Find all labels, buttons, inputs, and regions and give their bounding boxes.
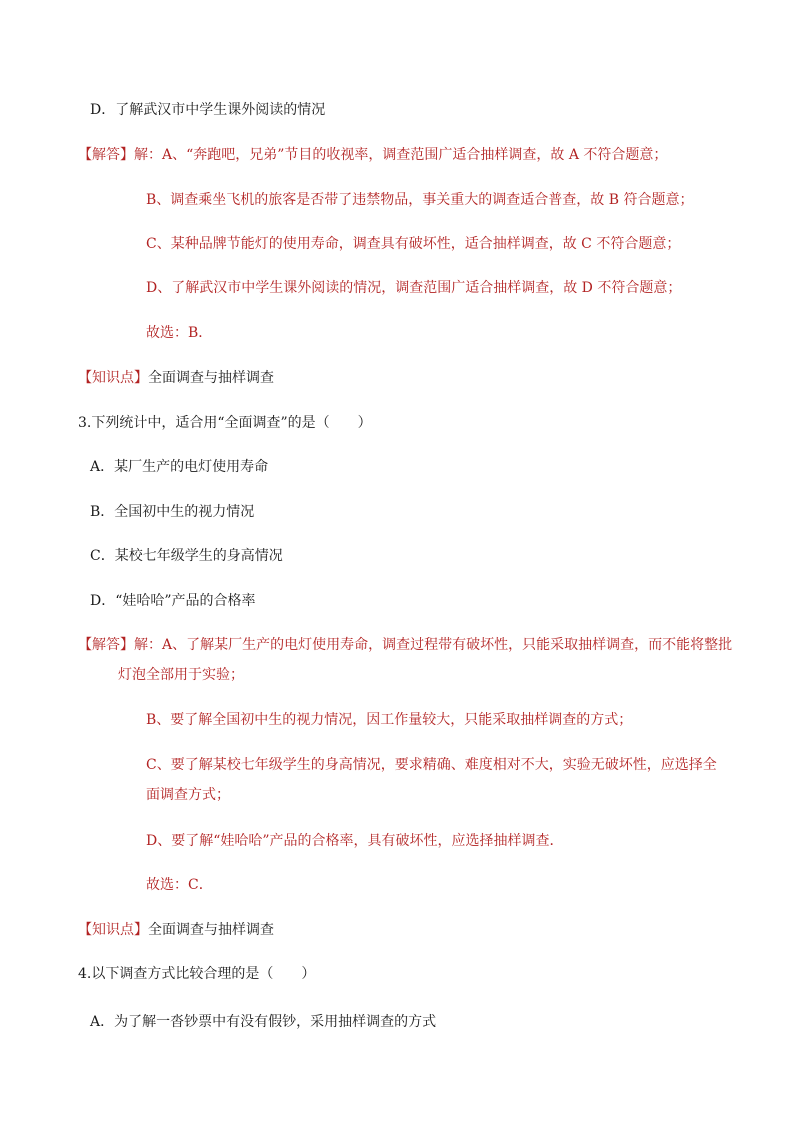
q3-answer-line-c: C、要了解某校七年级学生的身高情况，要求精确、难度相对不大，实验无破坏性，应选择全 <box>146 757 717 773</box>
knowledge-text: 全面调查与抽样调查 <box>148 370 274 386</box>
knowledge-tag: 【知识点】 <box>78 922 148 938</box>
q3-answer-line-c-cont: 面调查方式； <box>146 787 230 803</box>
q2-option-d: D．了解武汉市中学生课外阅读的情况 <box>90 102 326 118</box>
q3-option-b: B．全国初中生的视力情况 <box>90 504 255 520</box>
q2-answer-first-line <box>78 145 667 165</box>
q3-answer-choice: 故选：C． <box>146 877 213 893</box>
q3-answer-line-d: D、要了解“娃哈哈”产品的合格率，具有破坏性，应选择抽样调查． <box>146 833 564 849</box>
q2-knowledge-point <box>78 368 274 388</box>
q3-option-a: A．某厂生产的电灯使用寿命 <box>90 459 269 475</box>
q2-answer-line-b: B、调查乘坐飞机的旅客是否带了违禁物品，事关重大的调查适合普查，故 B 符合题意； <box>146 192 694 208</box>
q2-answer-choice: 故选：B． <box>146 325 213 341</box>
answer-line-a: A、了解某厂生产的电灯使用寿命，调查过程带有破坏性，只能采取抽样调查，而不能将整批 <box>162 637 733 653</box>
answer-intro: 解： <box>134 147 162 163</box>
q3-answer-first-line <box>78 635 732 655</box>
q3-knowledge-point <box>78 920 274 940</box>
q2-answer-line-d: D、了解武汉市中学生课外阅读的情况，调查范围广适合抽样调查，故 D 不符合题意； <box>146 280 682 296</box>
q3-option-d: D．“娃哈哈”产品的合格率 <box>90 593 256 609</box>
q3-stem: 3.下列统计中，适合用“全面调查”的是（ ） <box>78 415 372 431</box>
answer-tag: 【解答】 <box>78 147 134 163</box>
q3-answer-line-a-cont: 灯泡全部用于实验； <box>118 667 244 683</box>
q4-option-a: A．为了解一沓钞票中有没有假钞，采用抽样调查的方式 <box>90 1014 437 1030</box>
knowledge-tag: 【知识点】 <box>78 370 148 386</box>
knowledge-text: 全面调查与抽样调查 <box>148 922 274 938</box>
answer-tag: 【解答】 <box>78 637 134 653</box>
q4-stem: 4.以下调查方式比较合理的是（ ） <box>78 966 316 982</box>
answer-line-a: A、“奔跑吧，兄弟”节目的收视率，调查范围广适合抽样调查，故 A 不符合题意； <box>162 147 668 163</box>
answer-intro: 解： <box>134 637 162 653</box>
q3-option-c: C．某校七年级学生的身高情况 <box>90 548 283 564</box>
q2-answer-line-c: C、某种品牌节能灯的使用寿命，调查具有破坏性，适合抽样调查，故 C 不符合题意； <box>146 236 681 252</box>
q3-answer-line-b: B、要了解全国初中生的视力情况，因工作量较大，只能采取抽样调查的方式； <box>146 712 633 728</box>
